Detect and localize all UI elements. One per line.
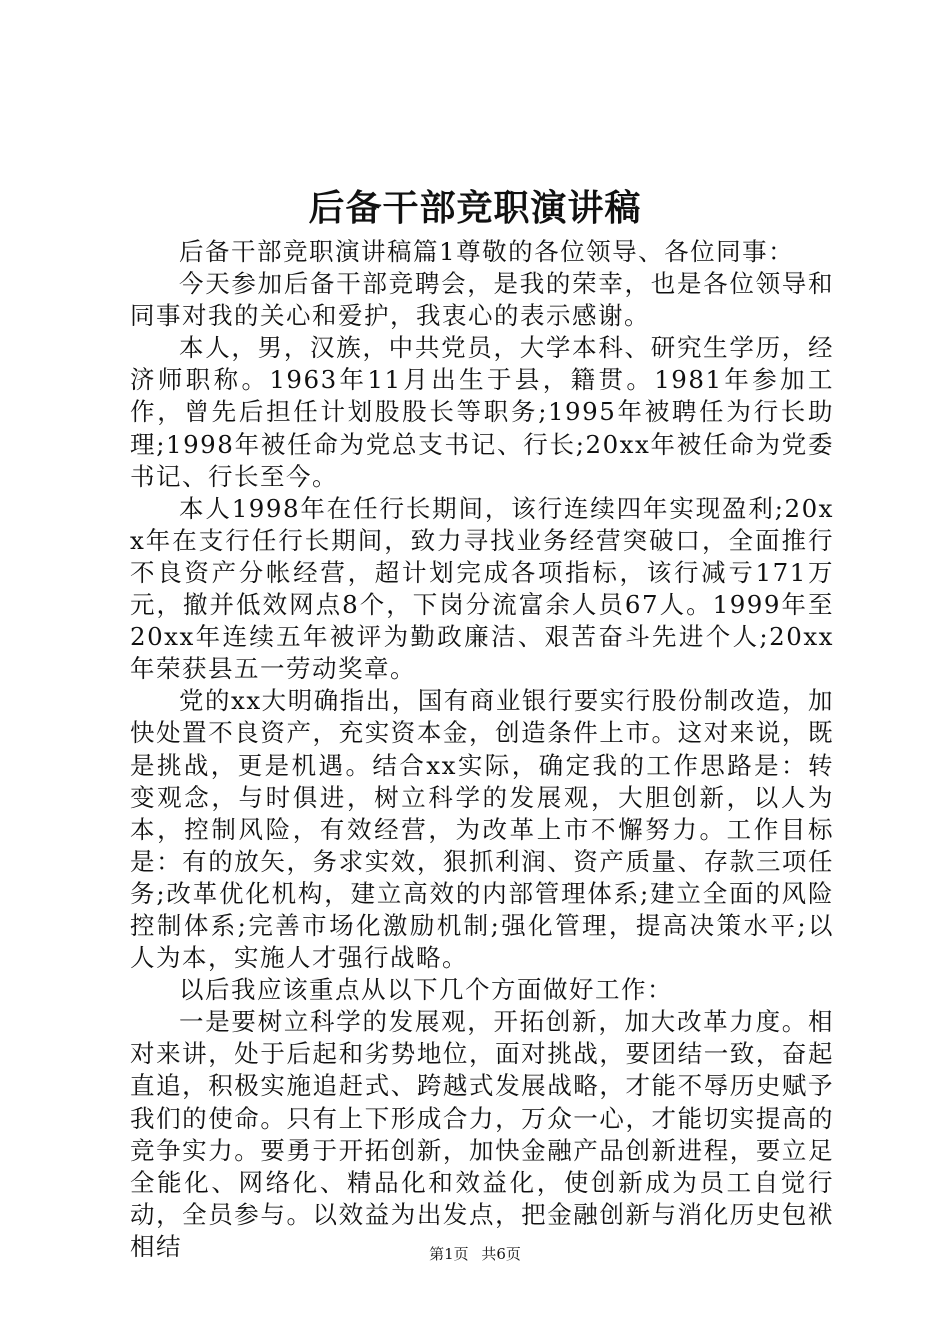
paragraph: 以后我应该重点从以下几个方面做好工作： [179, 975, 673, 1005]
paragraph: 一是要树立科学的发展观，开拓创新，加大改革力度。相对来讲，处于后起和劣势地位，面对挑战，要团结一致，奋起直追，积极实施追赶式、跨越式发展战略，才能不辱历史赋予我们的使命。只有上下形成合力，万众一心，才能切实提高的竞争实力。要勇于开拓创新，加快金融产品创新进程，要立足全能化、网络化、精品化和效益化，使创新成为员工自觉行动，全员参与。以效益为出发点，把金融创新与消化历史包袱相结 [130, 1007, 834, 1261]
page-footer [0, 1243, 950, 1265]
page-total: 共6页 [481, 1245, 521, 1263]
paragraph: 本人1998年在任行长期间，该行连续四年实现盈利;20xx年在支行任行长期间，致力寻找业务经营突破口，全面推行不良资产分帐经营，超计划完成各项指标，该行减亏171万元，撤并低效网点8个，下岗分流富余人员67人。1999年至20xx年连续五年被评为勤政廉洁、艰苦奋斗先进个人;20xx年荣获县五一劳动奖章。 [130, 493, 834, 684]
document-body [130, 236, 834, 1263]
paragraph: 后备干部竞职演讲稿篇1尊敬的各位领导、各位同事： [179, 237, 795, 266]
document-title: 后备干部竞职演讲稿 [308, 188, 642, 229]
paragraph: 今天参加后备干部竞聘会，是我的荣幸，也是各位领导和同事对我的关心和爱护，我衷心的表示感谢。 [130, 269, 834, 331]
paragraph: 本人，男，汉族，中共党员，大学本科、研究生学历，经济师职称。1963年11月出生于县，籍贯。1981年参加工作，曾先后担任计划股股长等职务;1995年被聘任为行长助理;1998年被任命为党总支书记、行长;20xx年被任命为党委书记、行长至今。 [130, 333, 834, 491]
paragraph: 党的xx大明确指出，国有商业银行要实行股份制改造，加快处置不良资产，充实资本金，创造条件上市。这对来说，既是挑战，更是机遇。结合xx实际，确定我的工作思路是：转变观念，与时俱进，树立科学的发展观，大胆创新，以人为本，控制风险，有效经营，为改革上市不懈努力。工作目标是：有的放矢，务求实效，狠抓利润、资产质量、存款三项任务;改革优化机构，建立高效的内部管理体系;建立全面的风险控制体系;完善市场化激励机制;强化管理，提高决策水平;以人为本，实施人才强行战略。 [130, 686, 834, 973]
page-number: 第1页 [429, 1245, 469, 1263]
